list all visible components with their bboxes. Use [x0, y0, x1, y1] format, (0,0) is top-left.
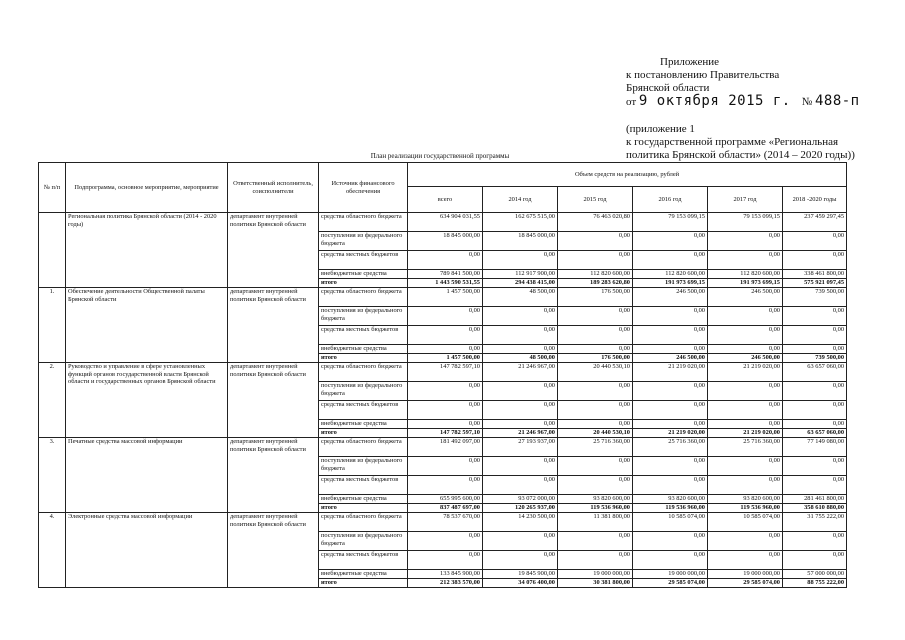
col-header-volume: Объем средств на реализацию, рублей: [408, 163, 847, 187]
amount-cell: 0,00: [483, 532, 558, 551]
program-name: Руководство и управление в сфере установленных функций органов государственной власти Брянской области и государственных органов Брянской области: [66, 363, 228, 438]
amount-cell: 0,00: [633, 457, 708, 476]
amount-cell: 0,00: [783, 251, 847, 270]
amount-cell: 57 000 000,00: [783, 570, 847, 579]
amount-cell: 0,00: [708, 420, 783, 429]
amount-cell: 1 443 590 531,55: [408, 279, 483, 288]
amount-cell: 21 246 967,00: [483, 429, 558, 438]
amount-cell: 246 500,00: [708, 354, 783, 363]
amount-cell: 78 537 670,00: [408, 513, 483, 532]
amount-cell: 19 000 000,00: [633, 570, 708, 579]
amount-cell: 18 845 000,00: [408, 232, 483, 251]
amount-cell: 63 657 060,00: [783, 363, 847, 382]
amount-cell: 191 973 699,15: [708, 279, 783, 288]
amount-cell: 19 845 900,00: [483, 570, 558, 579]
amount-cell: 10 585 074,00: [633, 513, 708, 532]
amount-cell: 0,00: [408, 382, 483, 401]
amount-cell: 338 461 800,00: [783, 270, 847, 279]
executor-cell: департамент внутренней политики Брянской области: [228, 213, 319, 288]
amount-cell: 281 461 800,00: [783, 495, 847, 504]
amount-cell: 93 820 600,00: [633, 495, 708, 504]
amount-cell: 0,00: [558, 532, 633, 551]
amount-cell: 0,00: [708, 457, 783, 476]
funding-source: поступления из федерального бюджета: [319, 232, 408, 251]
decree-line: к постановлению Правительства: [626, 69, 780, 81]
amount-cell: 191 973 699,15: [633, 279, 708, 288]
amount-cell: 634 904 031,55: [408, 213, 483, 232]
amount-cell: 0,00: [783, 551, 847, 570]
amount-cell: 0,00: [408, 551, 483, 570]
funding-source: поступления из федерального бюджета: [319, 457, 408, 476]
funding-source: внебюджетные средства: [319, 570, 408, 579]
table-row: [39, 288, 847, 307]
funding-source: средства местных бюджетов: [319, 251, 408, 270]
row-number: 1.: [39, 288, 66, 363]
amount-cell: 0,00: [408, 251, 483, 270]
amount-cell: 212 383 570,00: [408, 579, 483, 588]
col-header-num: № п/п: [39, 163, 66, 213]
amount-cell: 0,00: [408, 420, 483, 429]
number-prefix: №: [801, 96, 813, 108]
amount-cell: 0,00: [783, 382, 847, 401]
funding-source: итого: [319, 429, 408, 438]
amount-cell: 112 820 600,00: [558, 270, 633, 279]
amount-cell: 0,00: [633, 326, 708, 345]
amount-cell: 0,00: [708, 551, 783, 570]
amount-cell: 21 219 020,00: [633, 363, 708, 382]
amount-cell: 18 845 000,00: [483, 232, 558, 251]
funding-source: средства областного бюджета: [319, 288, 408, 307]
col-header-2014: 2014 год: [483, 187, 558, 213]
col-header-2017: 2017 год: [708, 187, 783, 213]
amount-cell: 21 219 020,00: [708, 429, 783, 438]
amount-cell: 93 820 600,00: [708, 495, 783, 504]
row-number: 2.: [39, 363, 66, 438]
plan-table: [38, 162, 847, 588]
funding-source: поступления из федерального бюджета: [319, 307, 408, 326]
amount-cell: 789 841 500,00: [408, 270, 483, 279]
handwritten-number: 488-п: [814, 93, 860, 109]
amount-cell: 0,00: [408, 457, 483, 476]
funding-source: итого: [319, 579, 408, 588]
amount-cell: 294 438 415,00: [483, 279, 558, 288]
amount-cell: 63 657 060,00: [783, 429, 847, 438]
amount-cell: 0,00: [783, 457, 847, 476]
amount-cell: 739 500,00: [783, 288, 847, 307]
amount-cell: 0,00: [708, 401, 783, 420]
amount-cell: 0,00: [633, 232, 708, 251]
amount-cell: 19 000 000,00: [708, 570, 783, 579]
amount-cell: 93 072 000,00: [483, 495, 558, 504]
amount-cell: 0,00: [783, 401, 847, 420]
amount-cell: 0,00: [483, 345, 558, 354]
amount-cell: 0,00: [483, 326, 558, 345]
col-header-total: всего: [408, 187, 483, 213]
amount-cell: 0,00: [708, 307, 783, 326]
amount-cell: 0,00: [558, 476, 633, 495]
amount-cell: 25 716 360,00: [558, 438, 633, 457]
region-line: Брянской области: [626, 82, 710, 94]
col-header-source: Источник финансового обеспечения: [319, 163, 408, 213]
amount-cell: 119 536 960,00: [633, 504, 708, 513]
amount-cell: 88 755 222,00: [783, 579, 847, 588]
date-line: [626, 95, 896, 109]
amount-cell: 0,00: [633, 307, 708, 326]
attachment-line-2: к государственной программе «Региональная: [626, 136, 839, 148]
amount-cell: 0,00: [783, 476, 847, 495]
attachment-line-1: (приложение 1: [626, 123, 695, 135]
document-header: [626, 56, 896, 162]
amount-cell: 0,00: [708, 232, 783, 251]
amount-cell: 0,00: [558, 251, 633, 270]
amount-cell: 0,00: [783, 232, 847, 251]
program-name: Обеспечение деятельности Общественной палаты Брянской области: [66, 288, 228, 363]
amount-cell: 11 381 800,00: [558, 513, 633, 532]
attachment-line-3: политика Брянской области» (2014 – 2020 годы)): [626, 149, 855, 161]
amount-cell: 0,00: [483, 382, 558, 401]
table-row: [39, 513, 847, 532]
amount-cell: 358 610 880,00: [783, 504, 847, 513]
funding-source: поступления из федерального бюджета: [319, 532, 408, 551]
amount-cell: 34 076 400,00: [483, 579, 558, 588]
amount-cell: 0,00: [783, 326, 847, 345]
amount-cell: 119 536 960,00: [558, 504, 633, 513]
col-header-2016: 2016 год: [633, 187, 708, 213]
amount-cell: 77 149 080,00: [783, 438, 847, 457]
program-name: Печатные средства массовой информации: [66, 438, 228, 513]
amount-cell: 0,00: [408, 326, 483, 345]
funding-source: внебюджетные средства: [319, 270, 408, 279]
amount-cell: 120 265 937,00: [483, 504, 558, 513]
amount-cell: 0,00: [708, 476, 783, 495]
amount-cell: 189 283 620,80: [558, 279, 633, 288]
amount-cell: 0,00: [558, 345, 633, 354]
amount-cell: 0,00: [633, 420, 708, 429]
col-header-2015: 2015 год: [558, 187, 633, 213]
funding-source: итого: [319, 279, 408, 288]
date-prefix: от: [626, 96, 637, 108]
funding-source: средства областного бюджета: [319, 213, 408, 232]
amount-cell: 0,00: [783, 345, 847, 354]
amount-cell: 0,00: [558, 401, 633, 420]
amount-cell: 575 921 097,45: [783, 279, 847, 288]
amount-cell: 93 820 600,00: [558, 495, 633, 504]
amount-cell: 1 457 500,00: [408, 288, 483, 307]
amount-cell: 655 995 600,00: [408, 495, 483, 504]
amount-cell: 27 193 937,00: [483, 438, 558, 457]
executor-cell: департамент внутренней политики Брянской области: [228, 363, 319, 438]
amount-cell: 21 246 967,00: [483, 363, 558, 382]
amount-cell: 0,00: [633, 401, 708, 420]
funding-source: итого: [319, 504, 408, 513]
amount-cell: 0,00: [558, 232, 633, 251]
amount-cell: 246 500,00: [633, 354, 708, 363]
amount-cell: 48 500,00: [483, 288, 558, 307]
amount-cell: 837 487 697,00: [408, 504, 483, 513]
amount-cell: 14 230 500,00: [483, 513, 558, 532]
executor-cell: департамент внутренней политики Брянской области: [228, 513, 319, 588]
amount-cell: 0,00: [483, 251, 558, 270]
row-number: 3.: [39, 438, 66, 513]
amount-cell: 0,00: [708, 532, 783, 551]
col-header-executor: Ответственный исполнитель, соисполнители: [228, 163, 319, 213]
amount-cell: 0,00: [408, 345, 483, 354]
amount-cell: 237 459 297,45: [783, 213, 847, 232]
amount-cell: 0,00: [483, 307, 558, 326]
table-row: [39, 363, 847, 382]
funding-source: средства областного бюджета: [319, 513, 408, 532]
amount-cell: 1 457 500,00: [408, 354, 483, 363]
amount-cell: 21 219 020,00: [708, 363, 783, 382]
handwritten-date: 9 октября 2015 г.: [638, 93, 791, 109]
amount-cell: 0,00: [558, 307, 633, 326]
amount-cell: 76 463 020,80: [558, 213, 633, 232]
amount-cell: 19 000 000,00: [558, 570, 633, 579]
amount-cell: 162 675 515,00: [483, 213, 558, 232]
amount-cell: 79 153 099,15: [633, 213, 708, 232]
funding-source: средства областного бюджета: [319, 363, 408, 382]
funding-source: средства местных бюджетов: [319, 401, 408, 420]
amount-cell: 0,00: [633, 476, 708, 495]
table-row: [39, 213, 847, 232]
amount-cell: 20 440 530,10: [558, 429, 633, 438]
col-header-2018-2020: 2018 -2020 годы: [783, 187, 847, 213]
amount-cell: 246 500,00: [708, 288, 783, 307]
amount-cell: 0,00: [408, 476, 483, 495]
funding-source: внебюджетные средства: [319, 420, 408, 429]
amount-cell: 0,00: [483, 476, 558, 495]
amount-cell: 21 219 020,00: [633, 429, 708, 438]
program-name: Электронные средства массовой информации: [66, 513, 228, 588]
table-title: План реализации государственной программы: [370, 152, 510, 160]
amount-cell: 133 845 900,00: [408, 570, 483, 579]
amount-cell: 147 782 597,10: [408, 429, 483, 438]
amount-cell: 48 500,00: [483, 354, 558, 363]
funding-source: итого: [319, 354, 408, 363]
funding-source: средства местных бюджетов: [319, 326, 408, 345]
amount-cell: 30 381 800,00: [558, 579, 633, 588]
amount-cell: 0,00: [708, 382, 783, 401]
amount-cell: 29 585 074,00: [708, 579, 783, 588]
amount-cell: 0,00: [483, 457, 558, 476]
amount-cell: 0,00: [633, 551, 708, 570]
funding-source: поступления из федерального бюджета: [319, 382, 408, 401]
amount-cell: 0,00: [483, 401, 558, 420]
amount-cell: 112 820 600,00: [633, 270, 708, 279]
funding-source: внебюджетные средства: [319, 345, 408, 354]
amount-cell: 0,00: [558, 382, 633, 401]
amount-cell: 0,00: [783, 420, 847, 429]
amount-cell: 10 585 074,00: [708, 513, 783, 532]
amount-cell: 0,00: [558, 457, 633, 476]
amount-cell: 0,00: [633, 382, 708, 401]
plan-table-body: [39, 213, 847, 588]
appendix-title: Приложение: [660, 56, 720, 68]
amount-cell: 0,00: [708, 251, 783, 270]
executor-cell: департамент внутренней политики Брянской области: [228, 288, 319, 363]
amount-cell: 25 716 360,00: [633, 438, 708, 457]
amount-cell: 0,00: [408, 307, 483, 326]
amount-cell: 0,00: [408, 401, 483, 420]
program-name: Региональная политика Брянской области (2014 - 2020 годы): [66, 213, 228, 288]
amount-cell: 0,00: [558, 420, 633, 429]
col-header-name: Подпрограмма, основное мероприятие, мероприятие: [66, 163, 228, 213]
executor-cell: департамент внутренней политики Брянской области: [228, 438, 319, 513]
amount-cell: 739 500,00: [783, 354, 847, 363]
funding-source: средства местных бюджетов: [319, 476, 408, 495]
amount-cell: 31 755 222,00: [783, 513, 847, 532]
amount-cell: 176 500,00: [558, 354, 633, 363]
amount-cell: 29 585 074,00: [633, 579, 708, 588]
amount-cell: 0,00: [408, 532, 483, 551]
amount-cell: 0,00: [483, 551, 558, 570]
amount-cell: 0,00: [483, 420, 558, 429]
amount-cell: 112 820 600,00: [708, 270, 783, 279]
row-number: 4.: [39, 513, 66, 588]
amount-cell: 25 716 360,00: [708, 438, 783, 457]
funding-source: средства областного бюджета: [319, 438, 408, 457]
funding-source: средства местных бюджетов: [319, 551, 408, 570]
amount-cell: 112 917 900,00: [483, 270, 558, 279]
amount-cell: 0,00: [633, 345, 708, 354]
amount-cell: 0,00: [708, 326, 783, 345]
amount-cell: 0,00: [558, 551, 633, 570]
amount-cell: 176 500,00: [558, 288, 633, 307]
amount-cell: 0,00: [783, 307, 847, 326]
amount-cell: 147 782 597,10: [408, 363, 483, 382]
amount-cell: 0,00: [633, 251, 708, 270]
amount-cell: 0,00: [708, 345, 783, 354]
table-row: [39, 438, 847, 457]
row-number: [39, 213, 66, 288]
amount-cell: 0,00: [783, 532, 847, 551]
amount-cell: 246 500,00: [633, 288, 708, 307]
funding-source: внебюджетные средства: [319, 495, 408, 504]
amount-cell: 79 153 099,15: [708, 213, 783, 232]
amount-cell: 0,00: [558, 326, 633, 345]
amount-cell: 181 492 097,00: [408, 438, 483, 457]
amount-cell: 20 440 530,10: [558, 363, 633, 382]
amount-cell: 0,00: [633, 532, 708, 551]
amount-cell: 119 536 960,00: [708, 504, 783, 513]
